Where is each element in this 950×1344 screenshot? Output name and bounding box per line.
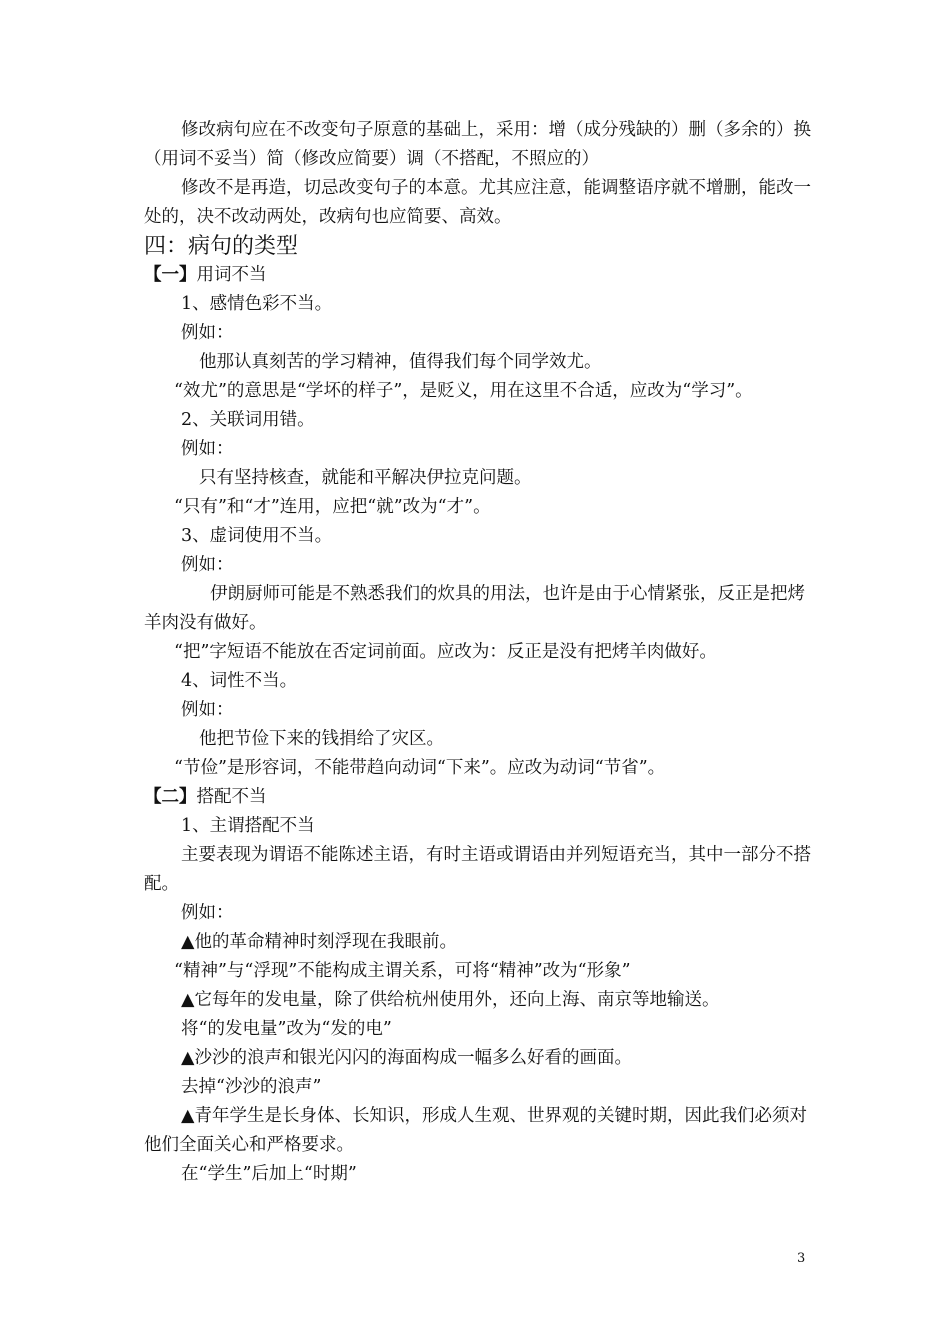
part2-example-2: ▲它每年的发电量，除了供给杭州使用外，还向上海、南京等地输送。 [181, 990, 720, 1010]
part2-fix-2: 将“的发电量”改为“发的电” [181, 1019, 392, 1039]
intro-paragraph-1: 修改病句应在不改变句子原意的基础上，采用：增（成分残缺的）删（多余的）换（用词不妥当）简（修改应简要）调（不搭配，不照应的） [144, 120, 811, 169]
item3-example-label: 例如： [181, 555, 234, 575]
part2-label [144, 783, 814, 812]
section-title: 四：病句的类型 [144, 234, 299, 259]
item1-title: 1、感情色彩不当。 [181, 294, 333, 314]
page-content [144, 116, 814, 1189]
item4-example-label: 例如： [181, 700, 234, 720]
item3-title: 3、虚词使用不当。 [181, 526, 333, 546]
item1-explain: “效尤”的意思是“学坏的样子”，是贬义，用在这里不合适，应改为“学习”。 [174, 381, 753, 401]
item2-example-label: 例如： [181, 439, 234, 459]
intro-paragraph-2: 修改不是再造，切忌改变句子的本意。尤其应注意，能调整语序就不增删，能改一处的，决不改动两处，改病句也应简要、高效。 [144, 178, 811, 227]
item4-explain: “节俭”是形容词，不能带趋向动词“下来”。应改为动词“节省”。 [174, 758, 666, 778]
part2-fix-1: “精神”与“浮现”不能构成主谓关系，可将“精神”改为“形象” [174, 961, 631, 981]
part2-fix-3: 去掉“沙沙的浪声” [181, 1077, 322, 1097]
part2-subtitle: 1、主谓搭配不当 [181, 816, 315, 836]
item4-example: 他把节俭下来的钱捐给了灾区。 [199, 729, 444, 749]
item2-explain: “只有”和“才”连用，应把“就”改为“才”。 [174, 497, 491, 517]
part2-example-label: 例如： [181, 903, 234, 923]
part2-fix-4: 在“学生”后加上“时期” [181, 1164, 357, 1184]
item4-title: 4、词性不当。 [181, 671, 298, 691]
item1-example-label: 例如： [181, 323, 234, 343]
part1-label-bracket: 【一】 [144, 265, 197, 285]
part2-example-1: ▲他的革命精神时刻浮现在我眼前。 [181, 932, 457, 952]
part2-example-4: ▲青年学生是长身体、长知识，形成人生观、世界观的关键时期，因此我们必须对他们全面关心和严格要求。 [144, 1106, 807, 1155]
part1-label [144, 261, 814, 290]
part2-label-bracket: 【二】 [144, 787, 197, 807]
item1-example: 他那认真刻苦的学习精神，值得我们每个同学效尤。 [199, 352, 602, 372]
part2-label-text: 搭配不当 [196, 787, 267, 807]
part1-label-text: 用词不当 [196, 265, 267, 285]
item3-example: 伊朗厨师可能是不熟悉我们的炊具的用法，也许是由于心情紧张，反正是把烤羊肉没有做好。 [144, 584, 805, 633]
item2-title: 2、关联词用错。 [181, 410, 315, 430]
part2-example-3: ▲沙沙的浪声和银光闪闪的海面构成一幅多么好看的画面。 [181, 1048, 632, 1068]
part2-description: 主要表现为谓语不能陈述主语，有时主语或谓语由并列短语充当，其中一部分不搭配。 [144, 845, 811, 894]
page-number: 3 [797, 1251, 806, 1266]
item2-example: 只有坚持核查，就能和平解决伊拉克问题。 [199, 468, 532, 488]
item3-explain: “把”字短语不能放在否定词前面。应改为：反正是没有把烤羊肉做好。 [174, 642, 717, 662]
